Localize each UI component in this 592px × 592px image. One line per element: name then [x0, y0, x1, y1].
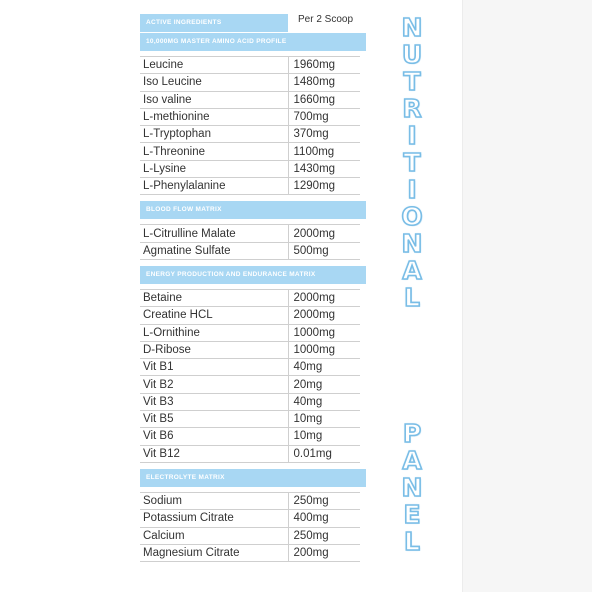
side-title-nutritional [395, 14, 429, 311]
ingredient-table [140, 492, 360, 562]
section-header: ELECTROLYTE MATRIX [140, 469, 366, 487]
ingredient-row [140, 411, 360, 428]
ingredient-amount: 370mg [288, 126, 360, 143]
ingredient-amount: 20mg [288, 376, 360, 393]
sections-container [140, 33, 366, 562]
title-letter: I [407, 121, 417, 150]
section [140, 266, 366, 463]
title-letter: T [403, 67, 421, 96]
ingredient-name: Creatine HCL [140, 307, 288, 324]
right-background-strip [462, 0, 592, 592]
ingredient-name: Vit B12 [140, 445, 288, 462]
ingredient-name: Magnesium Citrate [140, 544, 288, 561]
ingredient-table [140, 56, 360, 195]
title-letter: I [407, 175, 417, 204]
title-letter: U [401, 40, 423, 69]
ingredient-amount: 2000mg [288, 307, 360, 324]
ingredient-amount: 1660mg [288, 91, 360, 108]
ingredient-amount: 2000mg [288, 289, 360, 306]
ingredient-name: Potassium Citrate [140, 510, 288, 527]
ingredient-row [140, 527, 360, 544]
section-header: 10,000MG MASTER AMINO ACID PROFILE [140, 33, 366, 51]
section [140, 469, 366, 562]
ingredient-name: Iso valine [140, 91, 288, 108]
ingredient-amount: 700mg [288, 108, 360, 125]
ingredient-amount: 1430mg [288, 160, 360, 177]
ingredient-name: L-Lysine [140, 160, 288, 177]
ingredient-amount: 1290mg [288, 178, 360, 195]
ingredient-row [140, 544, 360, 561]
ingredient-name: Agmatine Sulfate [140, 242, 288, 259]
ingredient-amount: 40mg [288, 393, 360, 410]
side-title-panel [395, 420, 429, 555]
section-header: BLOOD FLOW MATRIX [140, 201, 366, 219]
title-letter: R [402, 94, 422, 123]
ingredient-amount: 1000mg [288, 341, 360, 358]
ingredient-row [140, 143, 360, 160]
ingredient-row [140, 225, 360, 242]
title-letter: N [401, 229, 423, 258]
ingredient-row [140, 289, 360, 306]
ingredient-row [140, 393, 360, 410]
ingredient-name: Vit B3 [140, 393, 288, 410]
title-letter: A [402, 446, 422, 475]
ingredient-name: Iso Leucine [140, 74, 288, 91]
ingredient-row [140, 510, 360, 527]
ingredient-name: L-methionine [140, 108, 288, 125]
ingredient-name: L-Phenylalanine [140, 178, 288, 195]
ingredient-row [140, 178, 360, 195]
nutrition-panel [140, 11, 366, 562]
panel-header [140, 11, 366, 29]
ingredient-amount: 2000mg [288, 225, 360, 242]
title-letter: L [404, 527, 420, 556]
ingredient-name: Vit B5 [140, 411, 288, 428]
ingredient-amount: 1000mg [288, 324, 360, 341]
ingredient-amount: 250mg [288, 527, 360, 544]
title-letter: O [401, 202, 423, 231]
ingredient-row [140, 91, 360, 108]
ingredient-table [140, 224, 360, 260]
ingredient-table [140, 289, 360, 463]
title-letter: N [401, 473, 423, 502]
ingredient-row [140, 341, 360, 358]
ingredient-amount: 1100mg [288, 143, 360, 160]
title-letter: T [403, 148, 421, 177]
ingredient-row [140, 492, 360, 509]
ingredient-amount: 1960mg [288, 57, 360, 74]
ingredient-row [140, 242, 360, 259]
section-header: ENERGY PRODUCTION AND ENDURANCE MATRIX [140, 266, 366, 284]
section [140, 201, 366, 260]
active-ingredients-header: ACTIVE INGREDIENTS [140, 14, 288, 32]
ingredient-amount: 500mg [288, 242, 360, 259]
ingredient-name: L-Threonine [140, 143, 288, 160]
ingredient-row [140, 324, 360, 341]
ingredient-row [140, 74, 360, 91]
ingredient-name: L-Tryptophan [140, 126, 288, 143]
ingredient-amount: 200mg [288, 544, 360, 561]
ingredient-amount: 10mg [288, 428, 360, 445]
ingredient-name: D-Ribose [140, 341, 288, 358]
ingredient-name: Calcium [140, 527, 288, 544]
ingredient-name: Sodium [140, 492, 288, 509]
ingredient-amount: 10mg [288, 411, 360, 428]
ingredient-amount: 0.01mg [288, 445, 360, 462]
ingredient-row [140, 108, 360, 125]
section [140, 33, 366, 195]
ingredient-row [140, 126, 360, 143]
ingredient-amount: 250mg [288, 492, 360, 509]
ingredient-row [140, 359, 360, 376]
title-letter: A [402, 256, 422, 285]
ingredient-amount: 400mg [288, 510, 360, 527]
title-letter: P [402, 419, 422, 448]
ingredient-amount: 1480mg [288, 74, 360, 91]
ingredient-name: L-Citrulline Malate [140, 225, 288, 242]
title-letter: N [401, 13, 423, 42]
ingredient-name: Leucine [140, 57, 288, 74]
title-letter: L [404, 283, 420, 312]
ingredient-row [140, 57, 360, 74]
ingredient-row [140, 376, 360, 393]
ingredient-row [140, 160, 360, 177]
ingredient-row [140, 428, 360, 445]
title-letter: E [403, 500, 421, 529]
ingredient-name: Betaine [140, 289, 288, 306]
ingredient-name: L-Ornithine [140, 324, 288, 341]
per-serving-label: Per 2 Scoop [298, 14, 354, 25]
ingredient-name: Vit B1 [140, 359, 288, 376]
ingredient-row [140, 445, 360, 462]
ingredient-amount: 40mg [288, 359, 360, 376]
ingredient-name: Vit B2 [140, 376, 288, 393]
ingredient-row [140, 307, 360, 324]
ingredient-name: Vit B6 [140, 428, 288, 445]
